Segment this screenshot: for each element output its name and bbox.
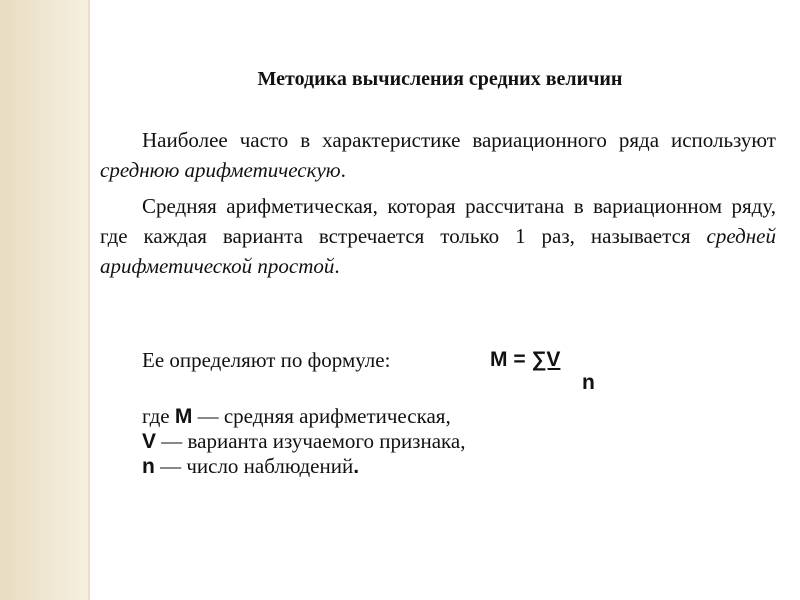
legend-symbol-m: М bbox=[174, 405, 193, 428]
legend-line-mean bbox=[142, 403, 451, 430]
paragraph2-text: Средняя арифметическая, которая рассчитана в вариационном ряду, где каждая варианта встречается только 1 раз, называется bbox=[100, 194, 776, 248]
formula-expression bbox=[490, 345, 560, 375]
legend-line-variant bbox=[142, 428, 466, 455]
slide-title: Методика вычисления средних величин bbox=[257, 68, 623, 90]
paragraph-simple-arithmetic-mean bbox=[100, 191, 776, 281]
paragraph1-end: . bbox=[340, 158, 346, 182]
legend-line-count bbox=[142, 453, 359, 480]
formula-denominator: n bbox=[582, 371, 595, 394]
legend-description-v: — варианта изучаемого признака, bbox=[156, 429, 466, 453]
paragraph2-emphasis: средней арифметической простой bbox=[100, 224, 776, 278]
legend-description-m: — средняя арифметическая, bbox=[192, 404, 451, 428]
slide-content bbox=[100, 0, 780, 600]
formula-intro: Ее определяют по формуле: bbox=[142, 348, 391, 372]
formula-numerator: ∑V bbox=[531, 348, 561, 371]
legend-symbol-v: V bbox=[142, 430, 157, 453]
legend-prefix: где bbox=[142, 404, 175, 428]
paragraph2-end: . bbox=[334, 254, 340, 278]
side-strip-edge bbox=[88, 0, 90, 600]
legend-symbol-n: n bbox=[142, 455, 155, 478]
paragraph-arithmetic-mean-usage bbox=[100, 125, 776, 185]
paragraph1-text: Наиболее часто в характеристике вариационного ряда используют bbox=[142, 128, 776, 152]
paragraph1-emphasis: среднюю арифметическую bbox=[100, 158, 341, 182]
decorative-side-strip bbox=[0, 0, 88, 600]
legend-end: . bbox=[353, 455, 360, 478]
legend-description-n: — число наблюдений bbox=[154, 454, 354, 478]
formula-lhs: М = bbox=[490, 348, 532, 371]
